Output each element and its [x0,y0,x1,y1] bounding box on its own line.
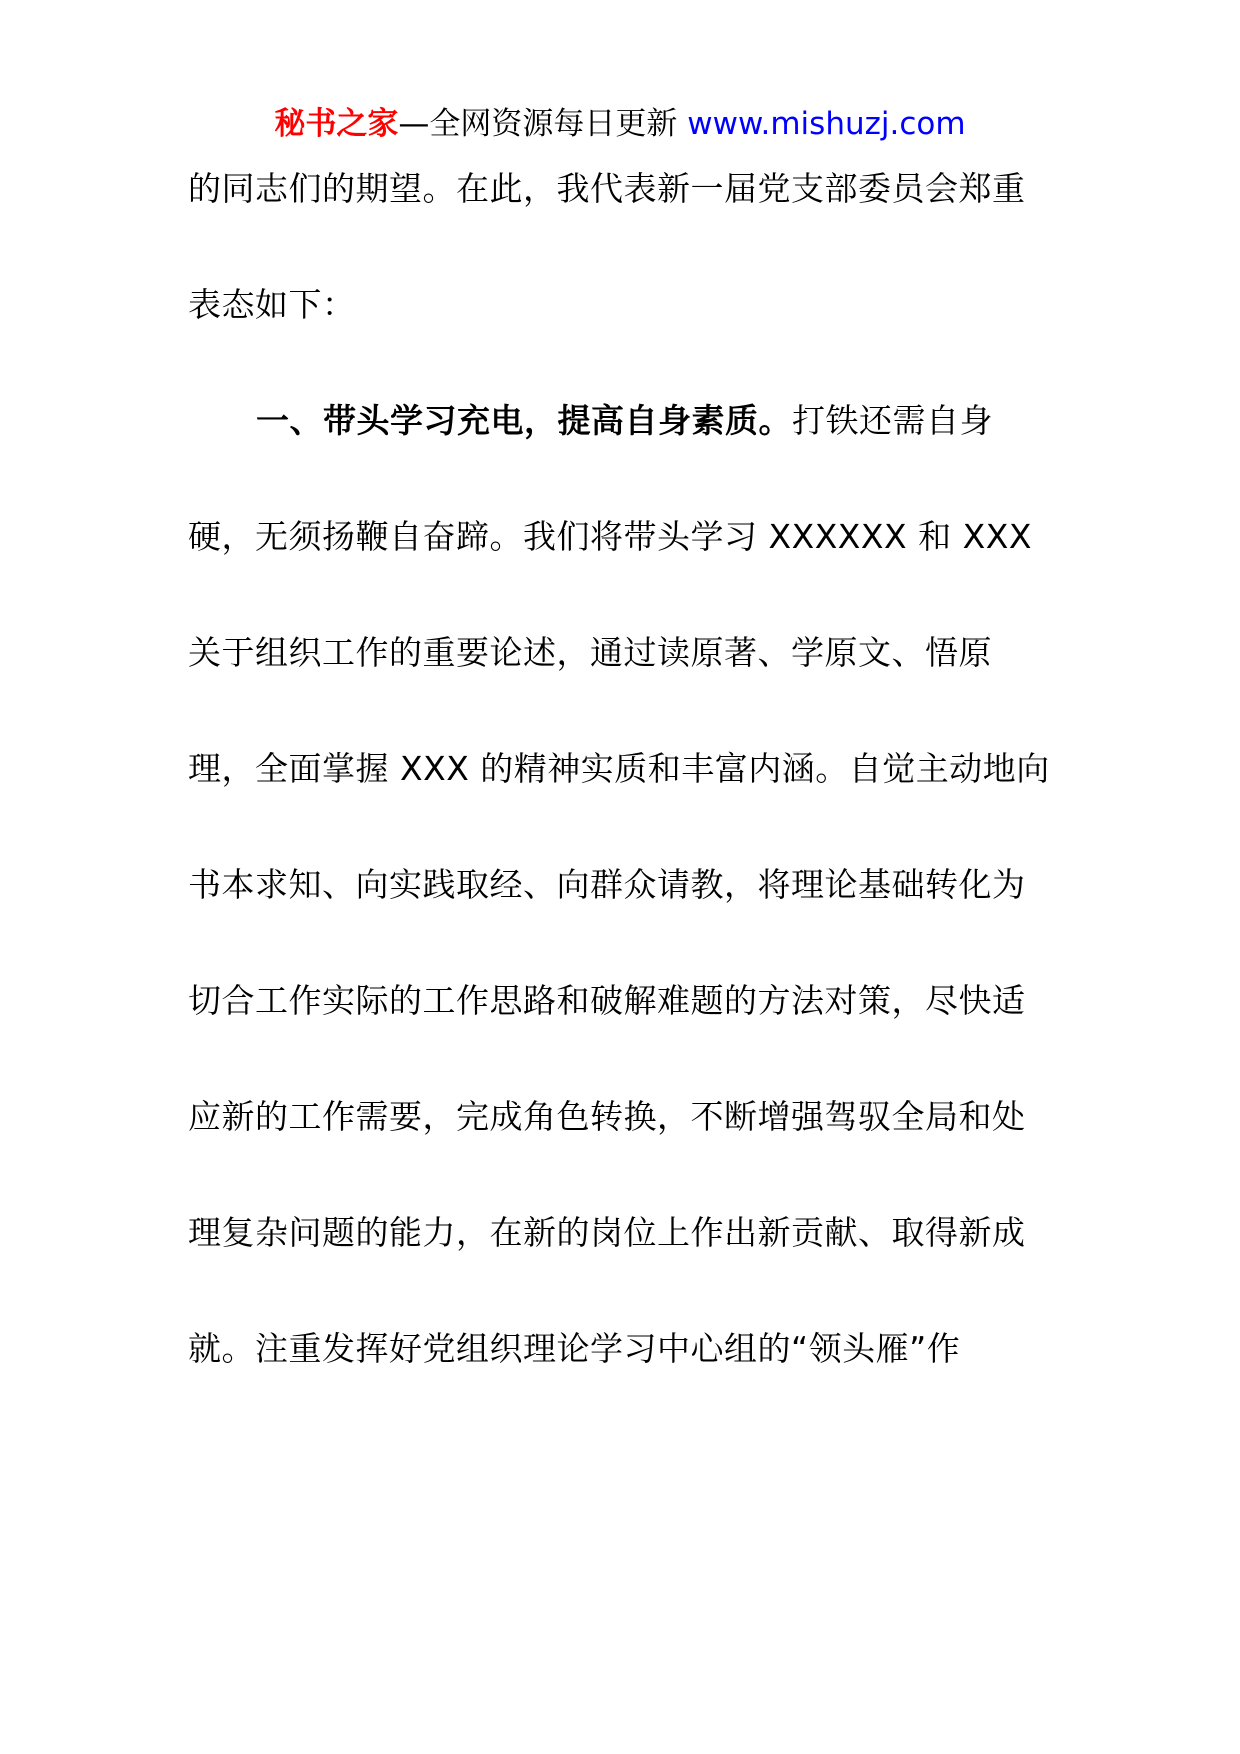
paragraph-line: 书本求知、向实践取经、向群众请教，将理论基础转化为 [188,865,1026,904]
paragraph-line: 理复杂问题的能力，在新的岗位上作出新贡献、取得新成 [188,1213,1026,1252]
website-link[interactable]: www.mishuzj.com [687,106,966,142]
paragraph-line: 应新的工作需要，完成角色转换，不断增强驾驭全局和处 [188,1097,1026,1136]
page-header [0,100,1240,148]
paragraph-line: 的同志们的期望。在此，我代表新一届党支部委员会郑重 [188,169,1026,208]
paragraph-line: 切合工作实际的工作思路和破解难题的方法对策，尽快适 [188,981,1026,1020]
paragraph-line: 理，全面掌握 XXX 的精神实质和丰富内涵。自觉主动地向 [188,749,1050,788]
paragraph-line: 关于组织工作的重要论述，通过读原著、学原文、悟原 [188,633,992,672]
section-heading-line [256,397,993,445]
paragraph-line: 表态如下： [188,285,356,324]
brand-name: 秘书之家 [274,106,399,142]
paragraph-line: 就。注重发挥好党组织理论学习中心组的“领头雁”作 [188,1329,961,1368]
section-heading: 一、带头学习充电，提高自身素质。 [256,401,792,440]
section-text: 打铁还需自身 [792,401,993,440]
paragraph-line: 硬，无须扬鞭自奋蹄。我们将带头学习 XXXXXX 和 XXX [188,517,1032,556]
header-tagline: —全网资源每日更新 [398,106,688,142]
